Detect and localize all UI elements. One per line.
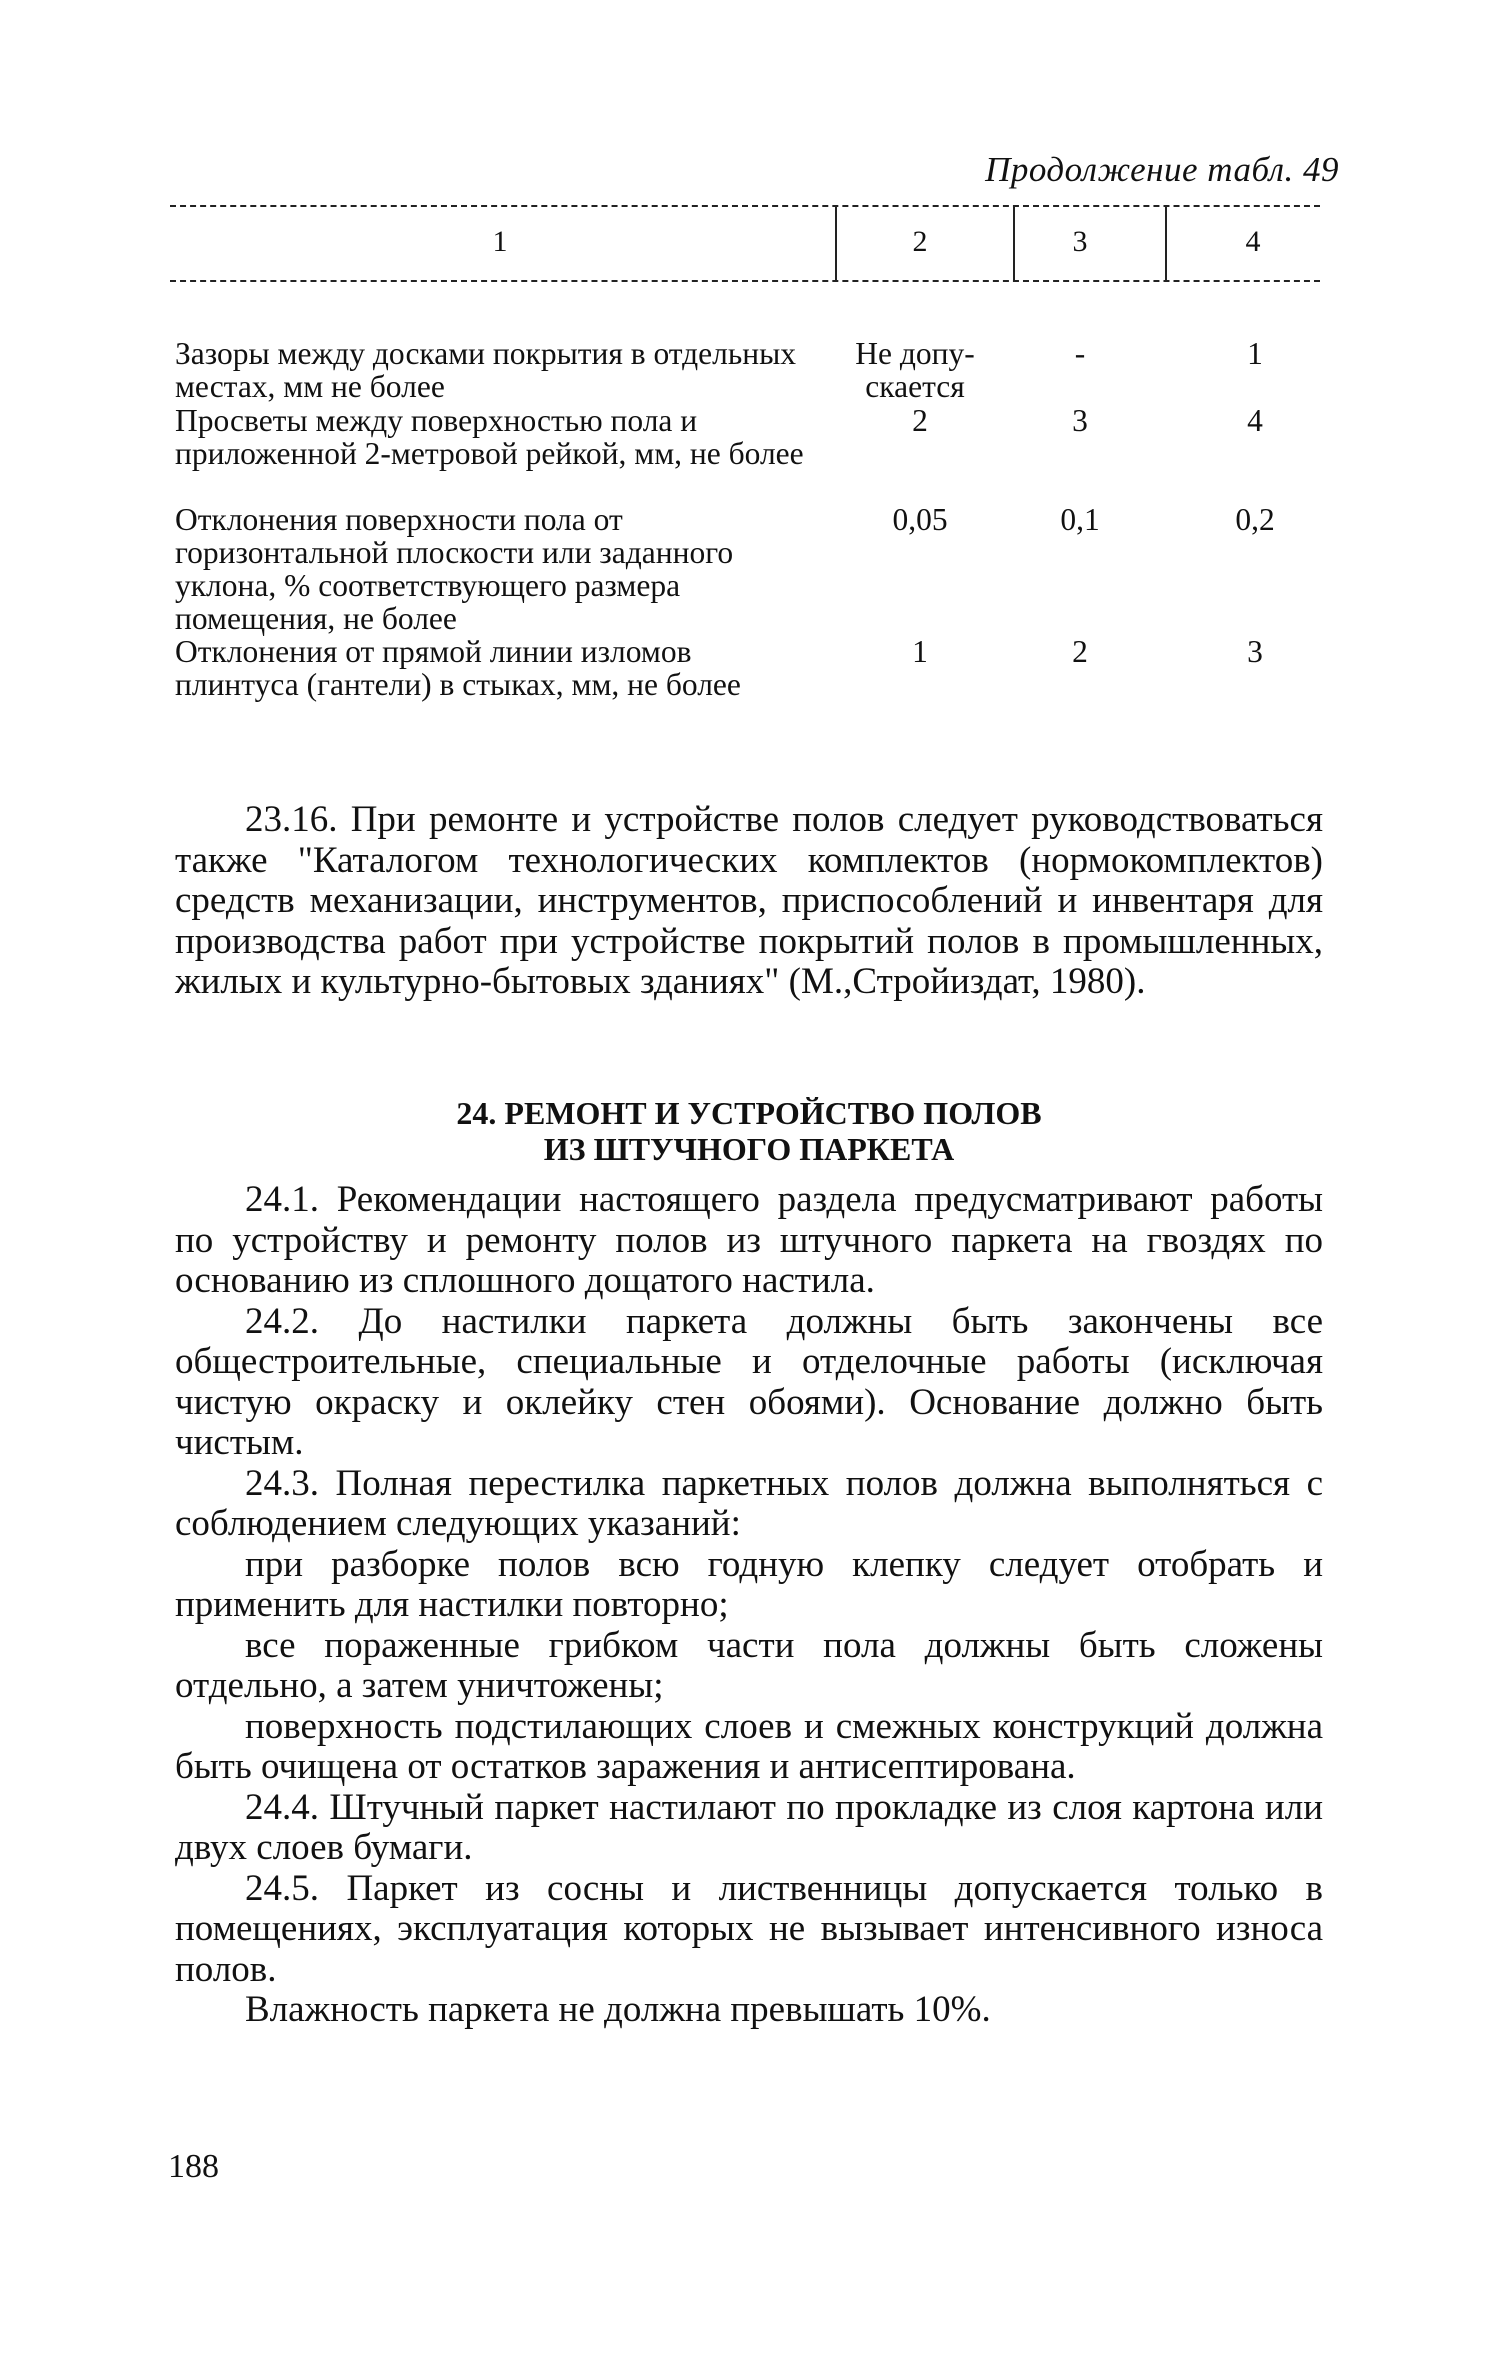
paragraph-24-4: 24.4. Штучный паркет настилают по прокладке из слоя картона или двух слоев бумаги.: [175, 1786, 1323, 1868]
list-item: поверхность подстилающих слоев и смежных конструкций должна быть очищена от остатков заражения и антисептирована.: [175, 1705, 1323, 1787]
paragraph-text: 23.16. При ремонте и устройстве полов следует руководствоваться также "Каталогом технологических комплектов (нормокомплектов) средств механизации, инструментов, приспособлений и инвентаря для производства работ при устройстве покрытий полов в промышленных, жилых и культурно-бытовых зданиях" (М.,Стройиздат, 1980).: [175, 799, 1323, 1002]
table-cell: 3: [1072, 403, 1088, 438]
table-cell: 0,05: [892, 502, 948, 537]
list-item: все пораженные грибком части пола должны быть сложены отдельно, а затем уничтожены;: [175, 1624, 1323, 1706]
table-cell: 4: [1247, 403, 1263, 438]
section-24-body: [175, 1180, 1323, 2031]
table-cell: 2: [1072, 634, 1088, 669]
column-header-4: 4: [1245, 225, 1261, 258]
section-heading-line: 24. РЕМОНТ И УСТРОЙСТВО ПОЛОВ: [456, 1095, 1042, 1131]
paragraph-24-5: 24.5. Паркет из сосны и лиственницы допускается только в помещениях, эксплуатация которых не вызывает интенсивного износа полов.: [175, 1867, 1323, 1990]
section-heading: [175, 1095, 1323, 1167]
column-header-1: 1: [492, 225, 508, 258]
paragraph-24-3: 24.3. Полная перестилка паркетных полов должна выполняться с соблюдением следующих указаний:: [175, 1462, 1323, 1544]
table-cell: 0,2: [1235, 502, 1275, 537]
list-item: при разборке полов всю годную клепку следует отобрать и применить для настилки повторно;: [175, 1543, 1323, 1625]
table-cell: 2: [912, 403, 928, 438]
page-number: 188: [168, 2148, 219, 2185]
paragraph-24-1: 24.1. Рекомендации настоящего раздела предусматривают работы по устройству и ремонту полов из штучного паркета на гвоздях по основанию из сплошного дощатого настила.: [175, 1179, 1323, 1301]
table-header-rule: [170, 280, 1320, 282]
column-header-3: 3: [1072, 225, 1088, 258]
column-divider: [1013, 205, 1015, 280]
column-divider: [1165, 205, 1167, 280]
table-top-rule: [170, 205, 1320, 207]
table-row-label: Зазоры между досками покрытия в отдельных местах, мм не более: [175, 336, 797, 404]
table-cell: 1: [1247, 336, 1263, 371]
table-cell: 0,1: [1060, 502, 1100, 537]
table-cell: -: [1074, 336, 1086, 371]
column-header-2: 2: [912, 225, 928, 258]
table-cell: 3: [1247, 634, 1263, 669]
table-cell: Не допу-скается: [855, 336, 975, 404]
column-divider: [835, 205, 837, 280]
paragraph-24-2: 24.2. До настилки паркета должны быть закончены все общестроительные, специальные и отделочные работы (исключая чистую окраску и оклейку стен обоями). Основание должно быть чистым.: [175, 1300, 1323, 1463]
paragraph-23-16: [175, 800, 1323, 1003]
table-cell: 1: [912, 634, 928, 669]
table-row-label: Просветы между поверхностью пола и приложенной 2-метровой рейкой, мм, не более: [175, 403, 804, 471]
section-heading-line: ИЗ ШТУЧНОГО ПАРКЕТА: [543, 1131, 955, 1167]
table-caption: Продолжение табл. 49: [985, 150, 1339, 189]
paragraph-moisture: Влажность паркета не должна превышать 10%.: [245, 1989, 991, 2030]
table-row-label: Отклонения от прямой линии изломов плинтуса (гантели) в стыках, мм, не более: [175, 634, 741, 702]
table-row-label: Отклонения поверхности пола от горизонтальной плоскости или заданного уклона, % соответствующего размера помещения, не более: [175, 502, 734, 636]
